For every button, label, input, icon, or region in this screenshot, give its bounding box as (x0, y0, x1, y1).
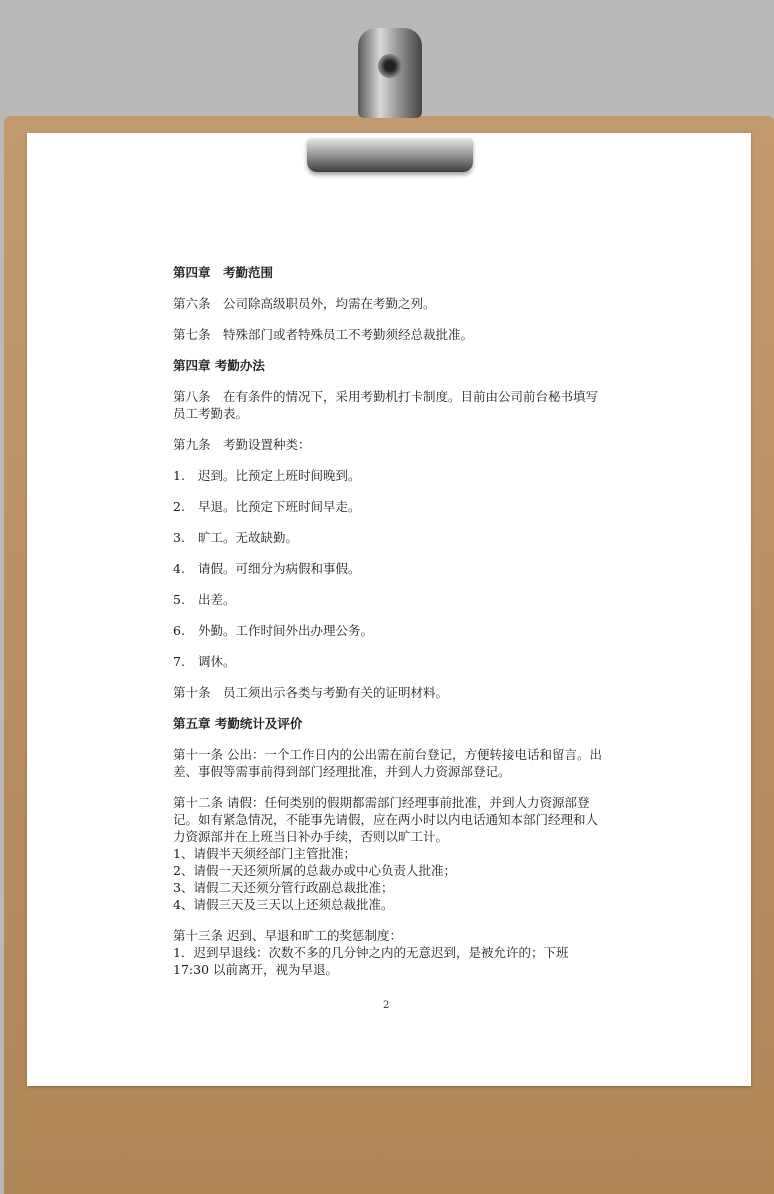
list-item: 4. 请假。可细分为病假和事假。 (173, 561, 361, 576)
article-11: 第十一条 公出：一个工作日内的公出需在前台登记，方便转接电话和留言。出差、事假等需事前得到部门经理批准，并到人力资源部登记。 (173, 747, 602, 779)
article-12: 第十二条 请假：任何类别的假期都需部门经理事前批准，并到人力资源部登记。如有紧急情况，不能事先请假，应在两小时以内电话通知本部门经理和人力资源部并在上班当日补办手续，否则以旷工计。 (173, 795, 599, 844)
document-content (173, 264, 605, 978)
article-12-item: 3、请假二天还须分管行政副总裁批准； (173, 880, 394, 895)
clip-hole-icon (378, 54, 402, 78)
list-item: 3. 旷工。无故缺勤。 (173, 530, 299, 545)
article-12-item: 1、请假半天须经部门主管批准； (173, 846, 356, 861)
list-item: 1. 迟到。比预定上班时间晚到。 (173, 468, 361, 483)
article-10: 第十条 员工须出示各类与考勤有关的证明材料。 (173, 685, 449, 700)
article-6: 第六条 公司除高级职员外，均需在考勤之列。 (173, 296, 436, 311)
article-8: 第八条 在有条件的情况下，采用考勤机打卡制度。目前由公司前台秘书填写员工考勤表。 (173, 389, 599, 421)
article-9: 第九条 考勤设置种类： (173, 437, 311, 452)
article-12-item: 2、请假一天还须所属的总裁办或中心负责人批准； (173, 863, 456, 878)
list-item: 7. 调休。 (173, 654, 236, 669)
article-13: 第十三条 迟到、早退和旷工的奖惩制度： (173, 928, 402, 943)
list-item: 2. 早退。比预定下班时间早走。 (173, 499, 361, 514)
article-12-item: 4、请假三天及三天以上还须总裁批准。 (173, 897, 394, 912)
clip-base-icon (307, 138, 473, 172)
chapter-heading: 第五章 考勤统计及评价 (173, 716, 303, 731)
chapter-heading: 第四章 考勤办法 (173, 358, 265, 373)
article-13-item: 1．迟到早退线：次数不多的几分钟之内的无意迟到，是被允许的；下班 17:30 以前离开，视为早退。 (173, 945, 569, 977)
list-item: 5. 出差。 (173, 592, 236, 607)
chapter-heading: 第四章 考勤范围 (173, 265, 274, 280)
list-item: 6. 外勤。工作时间外出办理公务。 (173, 623, 374, 638)
page-number: 2 (383, 1000, 390, 1011)
article-7: 第七条 特殊部门或者特殊员工不考勤须经总裁批准。 (173, 327, 474, 342)
